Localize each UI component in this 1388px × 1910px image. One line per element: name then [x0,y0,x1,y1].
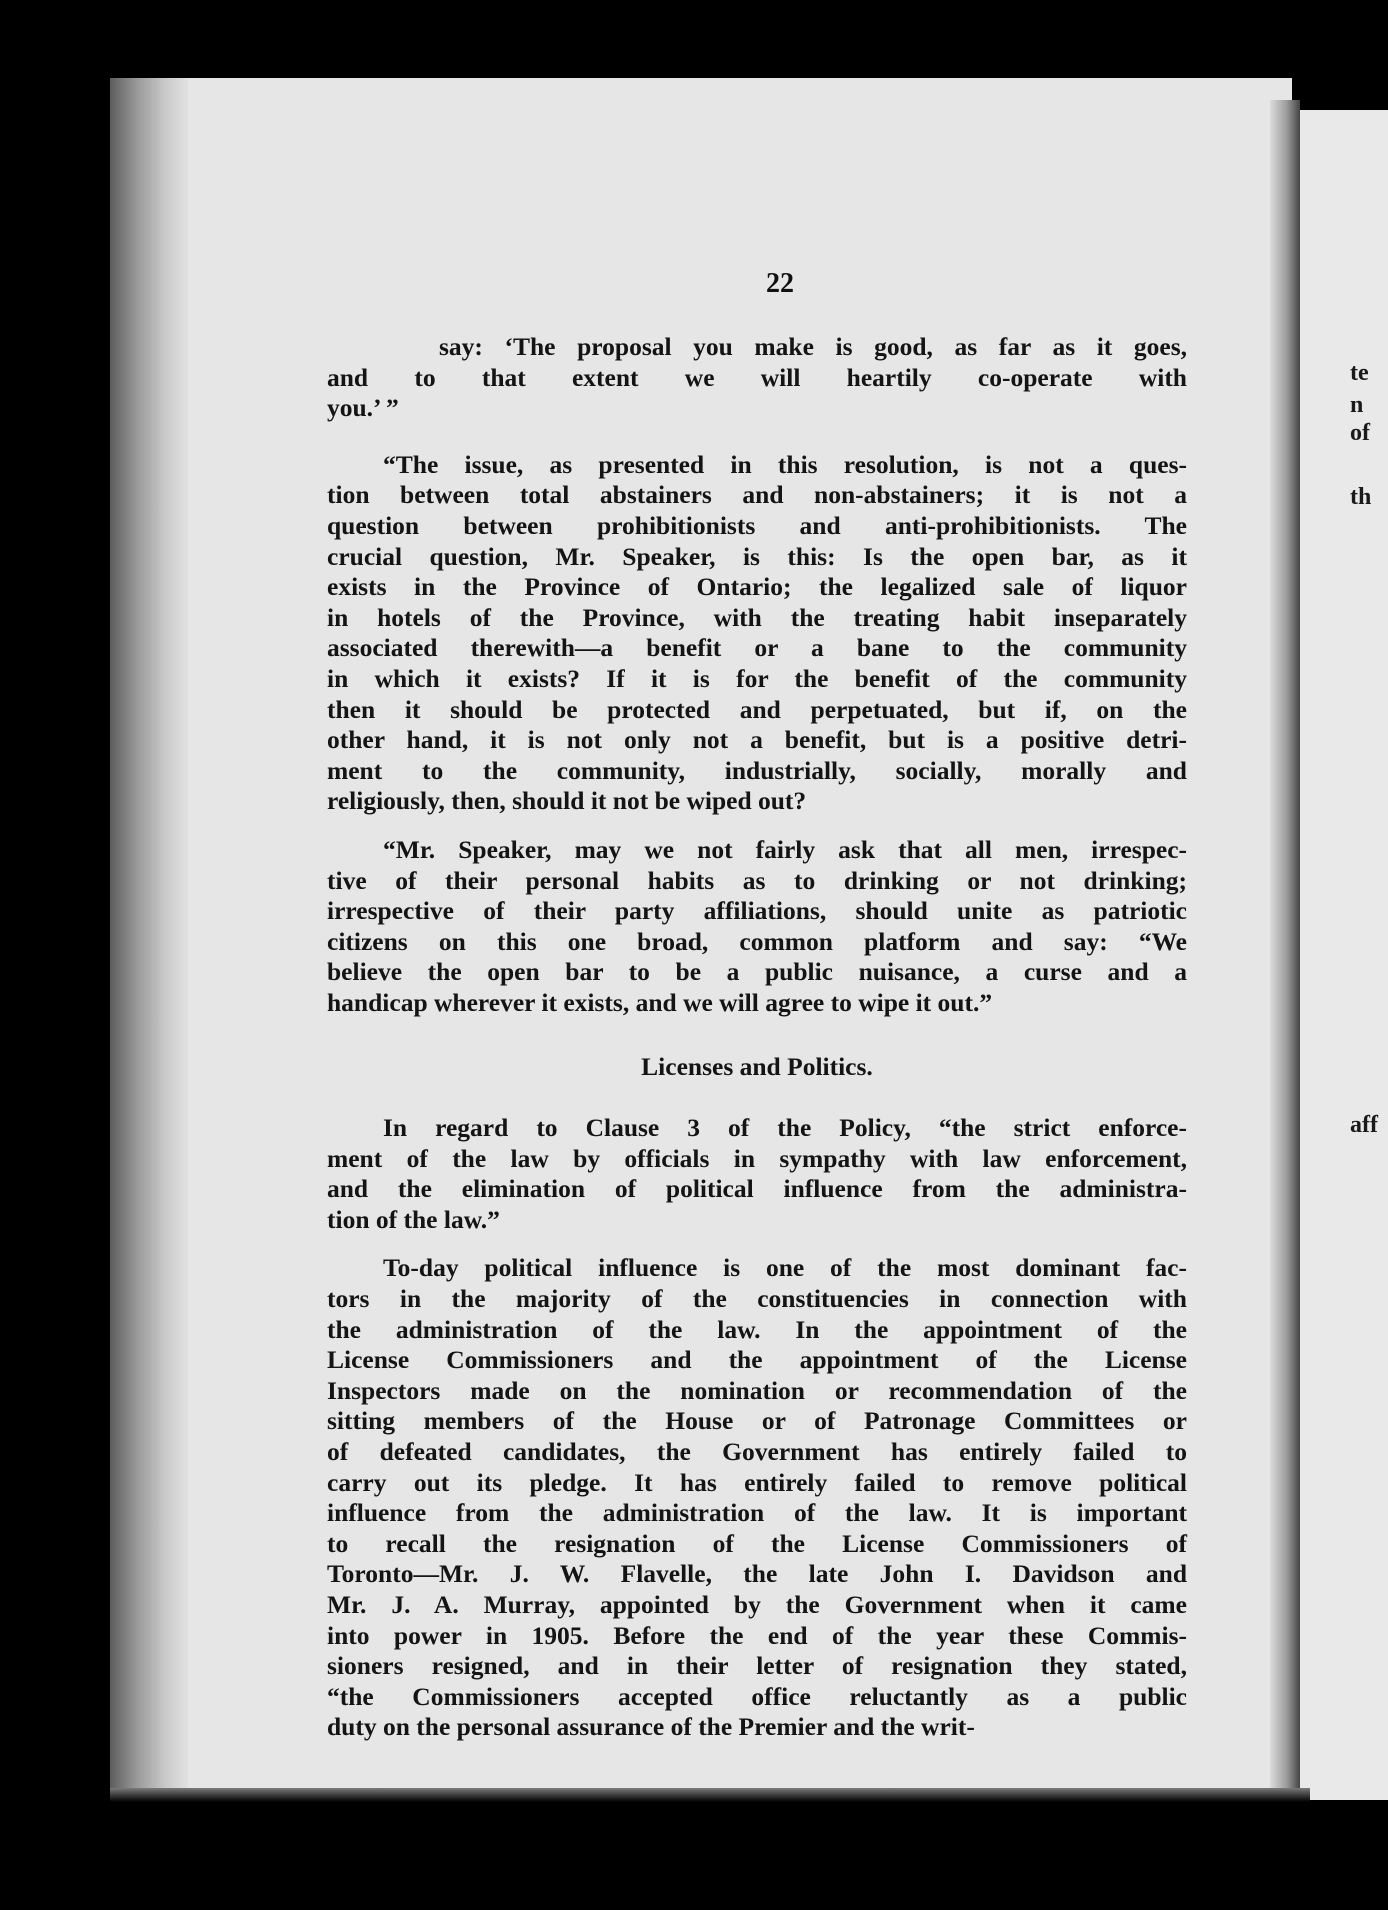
text-line: question between prohibitionists and anti-prohibitionists. The [327,510,1187,540]
facing-page [1300,110,1388,1800]
text-line: associated therewith—a benefit or a bane to the community [327,633,1187,663]
text-line: tion of the law.” [327,1204,500,1234]
text-line: in which it exists? If it is for the benefit of the community [327,663,1187,693]
facing-page-fragment: aff [1350,1112,1378,1138]
text-line: and the elimination of political influence from the administra- [327,1174,1187,1204]
text-line: into power in 1905. Before the end of the year these Commis- [327,1620,1187,1650]
page-number: 22 [766,268,794,299]
text-line: tion between total abstainers and non-abstainers; it is not a [327,480,1187,510]
body-text [327,332,1187,1743]
text-line: religiously, then, should it not be wiped out? [327,786,807,816]
text-line: influence from the administration of the law. It is important [327,1498,1187,1528]
text-line: crucial question, Mr. Speaker, is this: Is the open bar, as it [327,541,1187,571]
book-gutter [1270,100,1300,1790]
text-line: say: ‘The proposal you make is good, as far as it goes, [439,332,1187,361]
text-line: tors in the majority of the constituencies in connection with [327,1284,1187,1314]
text-line: sioners resigned, and in their letter of resignation they stated, [327,1651,1187,1681]
text-line: carry out its pledge. It has entirely failed to remove political [327,1467,1187,1497]
text-line: citizens on this one broad, common platform and say: “We [327,926,1187,956]
paragraph [327,1253,1187,1743]
text-line: of defeated candidates, the Government has entirely failed to [327,1437,1187,1466]
text-line: the administration of the law. In the appointment of the [327,1314,1187,1344]
text-line: Inspectors made on the nomination or recommendation of the [327,1375,1187,1405]
text-line: License Commissioners and the appointment of the License [327,1345,1187,1375]
facing-page-fragment: of [1350,420,1370,446]
text-line: In regard to Clause 3 of the Policy, “the strict enforce- [383,1113,1187,1143]
page-bottom-shadow [110,1788,1310,1802]
text-line: To-day political influence is one of the most dominant fac- [383,1253,1187,1283]
paragraph [327,332,1187,424]
text-line: “The issue, as presented in this resolution, is not a ques- [383,449,1187,479]
text-line: duty on the personal assurance of the Premier and the writ- [327,1712,975,1742]
facing-page-fragment: te [1350,360,1369,386]
text-line: you.’ ” [327,393,399,423]
text-line: “the Commissioners accepted office reluctantly as a public [327,1681,1187,1711]
page-spine-shadow [110,78,188,1788]
text-line: to recall the resignation of the License Commissioners of [327,1528,1187,1558]
text-line: other hand, it is not only not a benefit, but is a positive detri- [327,725,1187,755]
facing-page-fragment: n [1350,392,1364,418]
text-line: ment to the community, industrially, socially, morally and [327,755,1187,785]
text-line: exists in the Province of Ontario; the legalized sale of liquor [327,572,1187,602]
text-line: tive of their personal habits as to drinking or not drinking; [327,865,1187,895]
paragraph [327,1113,1187,1235]
text-line: in hotels of the Province, with the treating habit inseparately [327,602,1187,632]
text-line: ment of the law by officials in sympathy with law enforcement, [327,1143,1187,1173]
text-line: handicap wherever it exists, and we will agree to wipe it out.” [327,987,993,1017]
text-line: believe the open bar to be a public nuisance, a curse and a [327,957,1187,987]
text-line: irrespective of their party affiliations, should unite as patriotic [327,896,1187,926]
text-line: and to that extent we will heartily co-operate with [327,362,1187,392]
section-heading: Licenses and Politics. [641,1052,873,1082]
facing-page-fragment: th [1350,484,1372,510]
text-line: Toronto—Mr. J. W. Flavelle, the late John I. Davidson and [327,1559,1187,1589]
paragraph [327,450,1187,817]
text-line: Mr. J. A. Murray, appointed by the Government when it came [327,1589,1187,1619]
text-line: “Mr. Speaker, may we not fairly ask that all men, irrespec- [383,834,1187,864]
text-line: then it should be protected and perpetuated, but if, on the [327,694,1187,724]
text-line: sitting members of the House or of Patronage Committees or [327,1406,1187,1436]
paragraph [327,835,1187,1019]
